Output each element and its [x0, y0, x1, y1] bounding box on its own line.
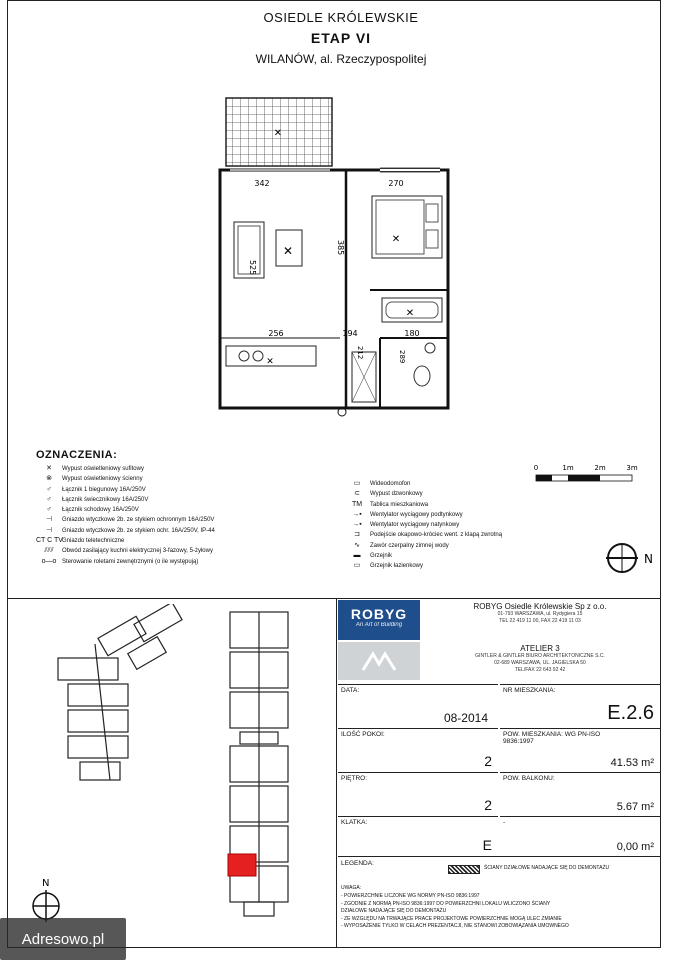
legend-item-label: Łącznik świecznikowy 16A/250V [62, 496, 149, 503]
dim-6: 194 [342, 329, 358, 338]
note-line: - WYPOSAŻENIE TYLKO W CELACH PREZENTACJI, NIE STANOWI ZOBOWIĄZANIA UMOWNEGO [341, 923, 569, 929]
cold-water-valve-icon: ∿ [354, 541, 360, 549]
title-block [338, 600, 660, 946]
teletech-socket-icon: CT C TV [36, 537, 63, 545]
switch-1-icon: ♂ [46, 485, 52, 493]
svg-text:N: N [42, 878, 50, 889]
staircase-cell: KLATKA: E [338, 816, 498, 856]
date-value: 08-2014 [443, 711, 488, 725]
legend-item [344, 489, 502, 499]
legend-title: OZNACZENIA: [36, 449, 118, 461]
area-value: 41.53 m² [610, 757, 654, 769]
svg-text:2m: 2m [594, 464, 606, 472]
site-plan [40, 604, 330, 924]
legend-item-label: Grzejnik [370, 553, 393, 560]
apartment-number: E.2.6 [607, 702, 654, 724]
kitchen-circuit-icon: ⫽⫽⫽ [44, 547, 54, 555]
dim-7: 180 [404, 329, 420, 338]
dim-8: 212 [356, 346, 364, 360]
legend-item [36, 546, 215, 556]
legend-item-label: Łącznik 1 biegunowy 16A/250V [62, 486, 146, 493]
socket-icon: ⊣ [45, 516, 53, 524]
date-cell: DATA: 08-2014 [338, 684, 498, 728]
atelier-logo [338, 642, 420, 680]
dim-3: 385 [336, 240, 345, 256]
atelier-info: ATELIER 3 GINTLER & GINTLER BIURO ARCHITEKTONICZNE S.C. 02-689 WARSZAWA, UL. JAGIELSKA 50 TEL/FAX 22 643 92 42 [475, 644, 605, 673]
legend-item-label: Łącznik schodowy 16A/250V [62, 507, 139, 514]
legend-item-label: Wypust oświetleniowy sufitowy [62, 466, 144, 472]
legend-item-label: Sterowanie roletami zewnętrznymi (o ile występują) [62, 558, 199, 565]
scale-bar [532, 462, 642, 488]
legend-item-label: Wypust dzwonkowy [370, 491, 423, 498]
legend-item-label: Podejście okapowo-króciec went. z klapą zwrotną [370, 532, 503, 539]
switch-stair-icon: ♂ [46, 506, 52, 514]
dim-4: 525 [248, 260, 257, 276]
rooms-cell: ILOŚĆ POKOI: 2 [338, 728, 498, 772]
legend-item-label: Grzejnik łazienkowy [370, 563, 424, 570]
ceiling-light-icon: ✕ [46, 465, 52, 472]
legend-item-label: Zawór czerpalny zimnej wody [370, 542, 449, 549]
legend-item-label: Tablica mieszkaniowa [370, 501, 429, 508]
svg-text:✕: ✕ [282, 244, 294, 258]
adresowo-watermark: Adresowo.pl [0, 918, 126, 960]
note-line: DZIAŁOWE NADAJĄCE SIĘ DO DEMONTAŻU [341, 908, 447, 914]
svg-text:✕: ✕ [266, 357, 274, 367]
floor-plan [200, 90, 470, 420]
legend-right [344, 479, 502, 572]
hood-connection-icon: ⊐ [354, 531, 360, 539]
hatch-sample [448, 865, 480, 874]
videophone-icon: ▭ [353, 480, 361, 487]
balcony-value: 5.67 m² [616, 801, 654, 813]
switch-double-icon: ♂ [46, 495, 52, 503]
legend-item [36, 557, 215, 567]
doorbell-icon: ⊂ [354, 490, 360, 498]
floor-cell: PIĘTRO: 2 [338, 772, 498, 816]
rooms-value: 2 [484, 753, 492, 769]
dim-1: 342 [254, 179, 270, 188]
robyg-logo: ROBYG An Art of Building [338, 600, 420, 640]
legend-item-label: Obwód zasilający kuchni elektrycznej 3-fazowy, 5-żyłowy [62, 548, 213, 555]
socket-ip44-icon: ⊣ [45, 526, 53, 534]
staircase-value: E [482, 837, 492, 853]
legend-item [36, 464, 215, 474]
legend-item [36, 485, 215, 495]
stage-name: ETAP VI [310, 30, 372, 46]
svg-text:3m: 3m [626, 464, 638, 472]
notes-cell: LEGENDA: ŚCIANY DZIAŁOWE NADAJĄCE SIĘ DO DEMONTAŻU UWAGA: - POWIERZCHNIE LICZONE WG NORMY PN-ISO 9836:1997 - ZGODNIE Z NORMĄ PN-ISO 9836:1997 DO POWIERZCHNI LOKALU WLICZONO ŚCIANY DZIAŁOWE NADAJĄCE SIĘ DO DEMONTAŻU - ZE WZGLĘDU NA TRWAJĄCE PRACE PROJEKTOWE POWIERZCHNIE MOGĄ ULEC ZMIANIE - WYPOSAŻENIE TYLKO W CELACH PREZENTACJI, NIE STANOWI ZOBOWIĄZANIA UMOWNEGO [338, 856, 660, 946]
wall-light-icon: ⊗ [46, 475, 52, 483]
svg-text:0: 0 [533, 464, 539, 472]
dim-2: 270 [388, 179, 404, 188]
note-line: - ZGODNIE Z NORMĄ PN-ISO 9836:1997 DO POWIERZCHNI LOKALU WLICZONO ŚCIANY [341, 900, 551, 907]
legend-left [36, 464, 215, 567]
floor-vent-icon: →▪ [352, 510, 362, 518]
legend-item [36, 495, 215, 505]
notes-list [341, 893, 569, 931]
svg-text:1m: 1m [562, 464, 574, 472]
dim-9: 289 [398, 350, 406, 364]
column-divider [336, 598, 337, 948]
panel-icon: TM [351, 500, 363, 508]
legend-item [344, 479, 502, 489]
other-area-value: 0,00 m² [616, 841, 654, 853]
legend-item-label: Gniazdo wtyczkowe 2b. ze stykiem ochronnym 16A/250V [62, 517, 215, 524]
balcony-cell: POW. BALKONU: 5.67 m² [500, 772, 660, 816]
radiator-icon: ▬ [353, 552, 361, 560]
note-line: - ZE WZGLĘDU NA TRWAJĄCE PRACE PROJEKTOWE POWIERZCHNIE MOGĄ ULEC ZMIANIE [341, 915, 562, 922]
legend-item-label: Wentylator wyciągowy podtynkowy [370, 511, 463, 518]
legend-item [344, 551, 502, 561]
north-arrow-plan [604, 538, 654, 578]
svg-text:✕: ✕ [405, 308, 415, 319]
legend-item [344, 561, 502, 571]
legend-item [344, 541, 502, 551]
legend-item [36, 526, 215, 536]
dim-5: 256 [268, 329, 284, 338]
other-area-cell: - 0,00 m² [500, 816, 660, 856]
svg-text:N: N [644, 552, 653, 566]
section-divider [7, 598, 661, 599]
apartment-number-cell: NR MIESZKANIA: E.2.6 [500, 684, 660, 728]
legend-item-label: Gniazdo wtyczkowe 2b. ze stykiem ochr. 16A/250V, IP-44 [62, 527, 215, 534]
shutter-control-icon: o—o [41, 557, 57, 565]
legend-item [36, 536, 215, 546]
note-line: - POWIERZCHNIE LICZONE WG NORMY PN-ISO 9836:1997 [341, 893, 480, 899]
legend-item [344, 520, 502, 530]
company-info: ROBYG Osiedle Królewskie Sp z o.o. 01-793 WARSZAWA, ul. Rydygiera 15 TEL 22 419 11 00, FAX 22 419 11 03 [473, 602, 607, 624]
estate-name: OSIEDLE KRÓLEWSKIE [263, 10, 419, 25]
selected-unit-marker [228, 854, 256, 876]
bathroom-radiator-icon: ▭ [353, 562, 361, 570]
legend-item [344, 510, 502, 520]
svg-text:✕: ✕ [391, 234, 401, 245]
legend-item-label: Wideodomofon [370, 481, 411, 487]
legend-item [36, 474, 215, 484]
legend-item [36, 505, 215, 515]
floor-value: 2 [484, 797, 492, 813]
surface-vent-icon: →▪ [352, 521, 362, 529]
legend-item-label: Wypust oświetleniowy ścienny [62, 476, 143, 483]
legend-item [344, 530, 502, 540]
area-cell: POW. MIESZKANIA: WG PN-ISO 9836:1997 41.53 m² [500, 728, 660, 772]
legend-item-label: Wentylator wyciągowy natynkowy [370, 522, 460, 529]
address: WILANÓW, al. Rzeczypospolitej [255, 52, 427, 66]
legend-item [36, 515, 215, 525]
svg-text:✕: ✕ [273, 128, 283, 139]
legend-item [344, 500, 502, 510]
legend-item-label: Gniazdo teletechniczne [62, 538, 125, 545]
atelier-mark-icon [359, 650, 399, 672]
